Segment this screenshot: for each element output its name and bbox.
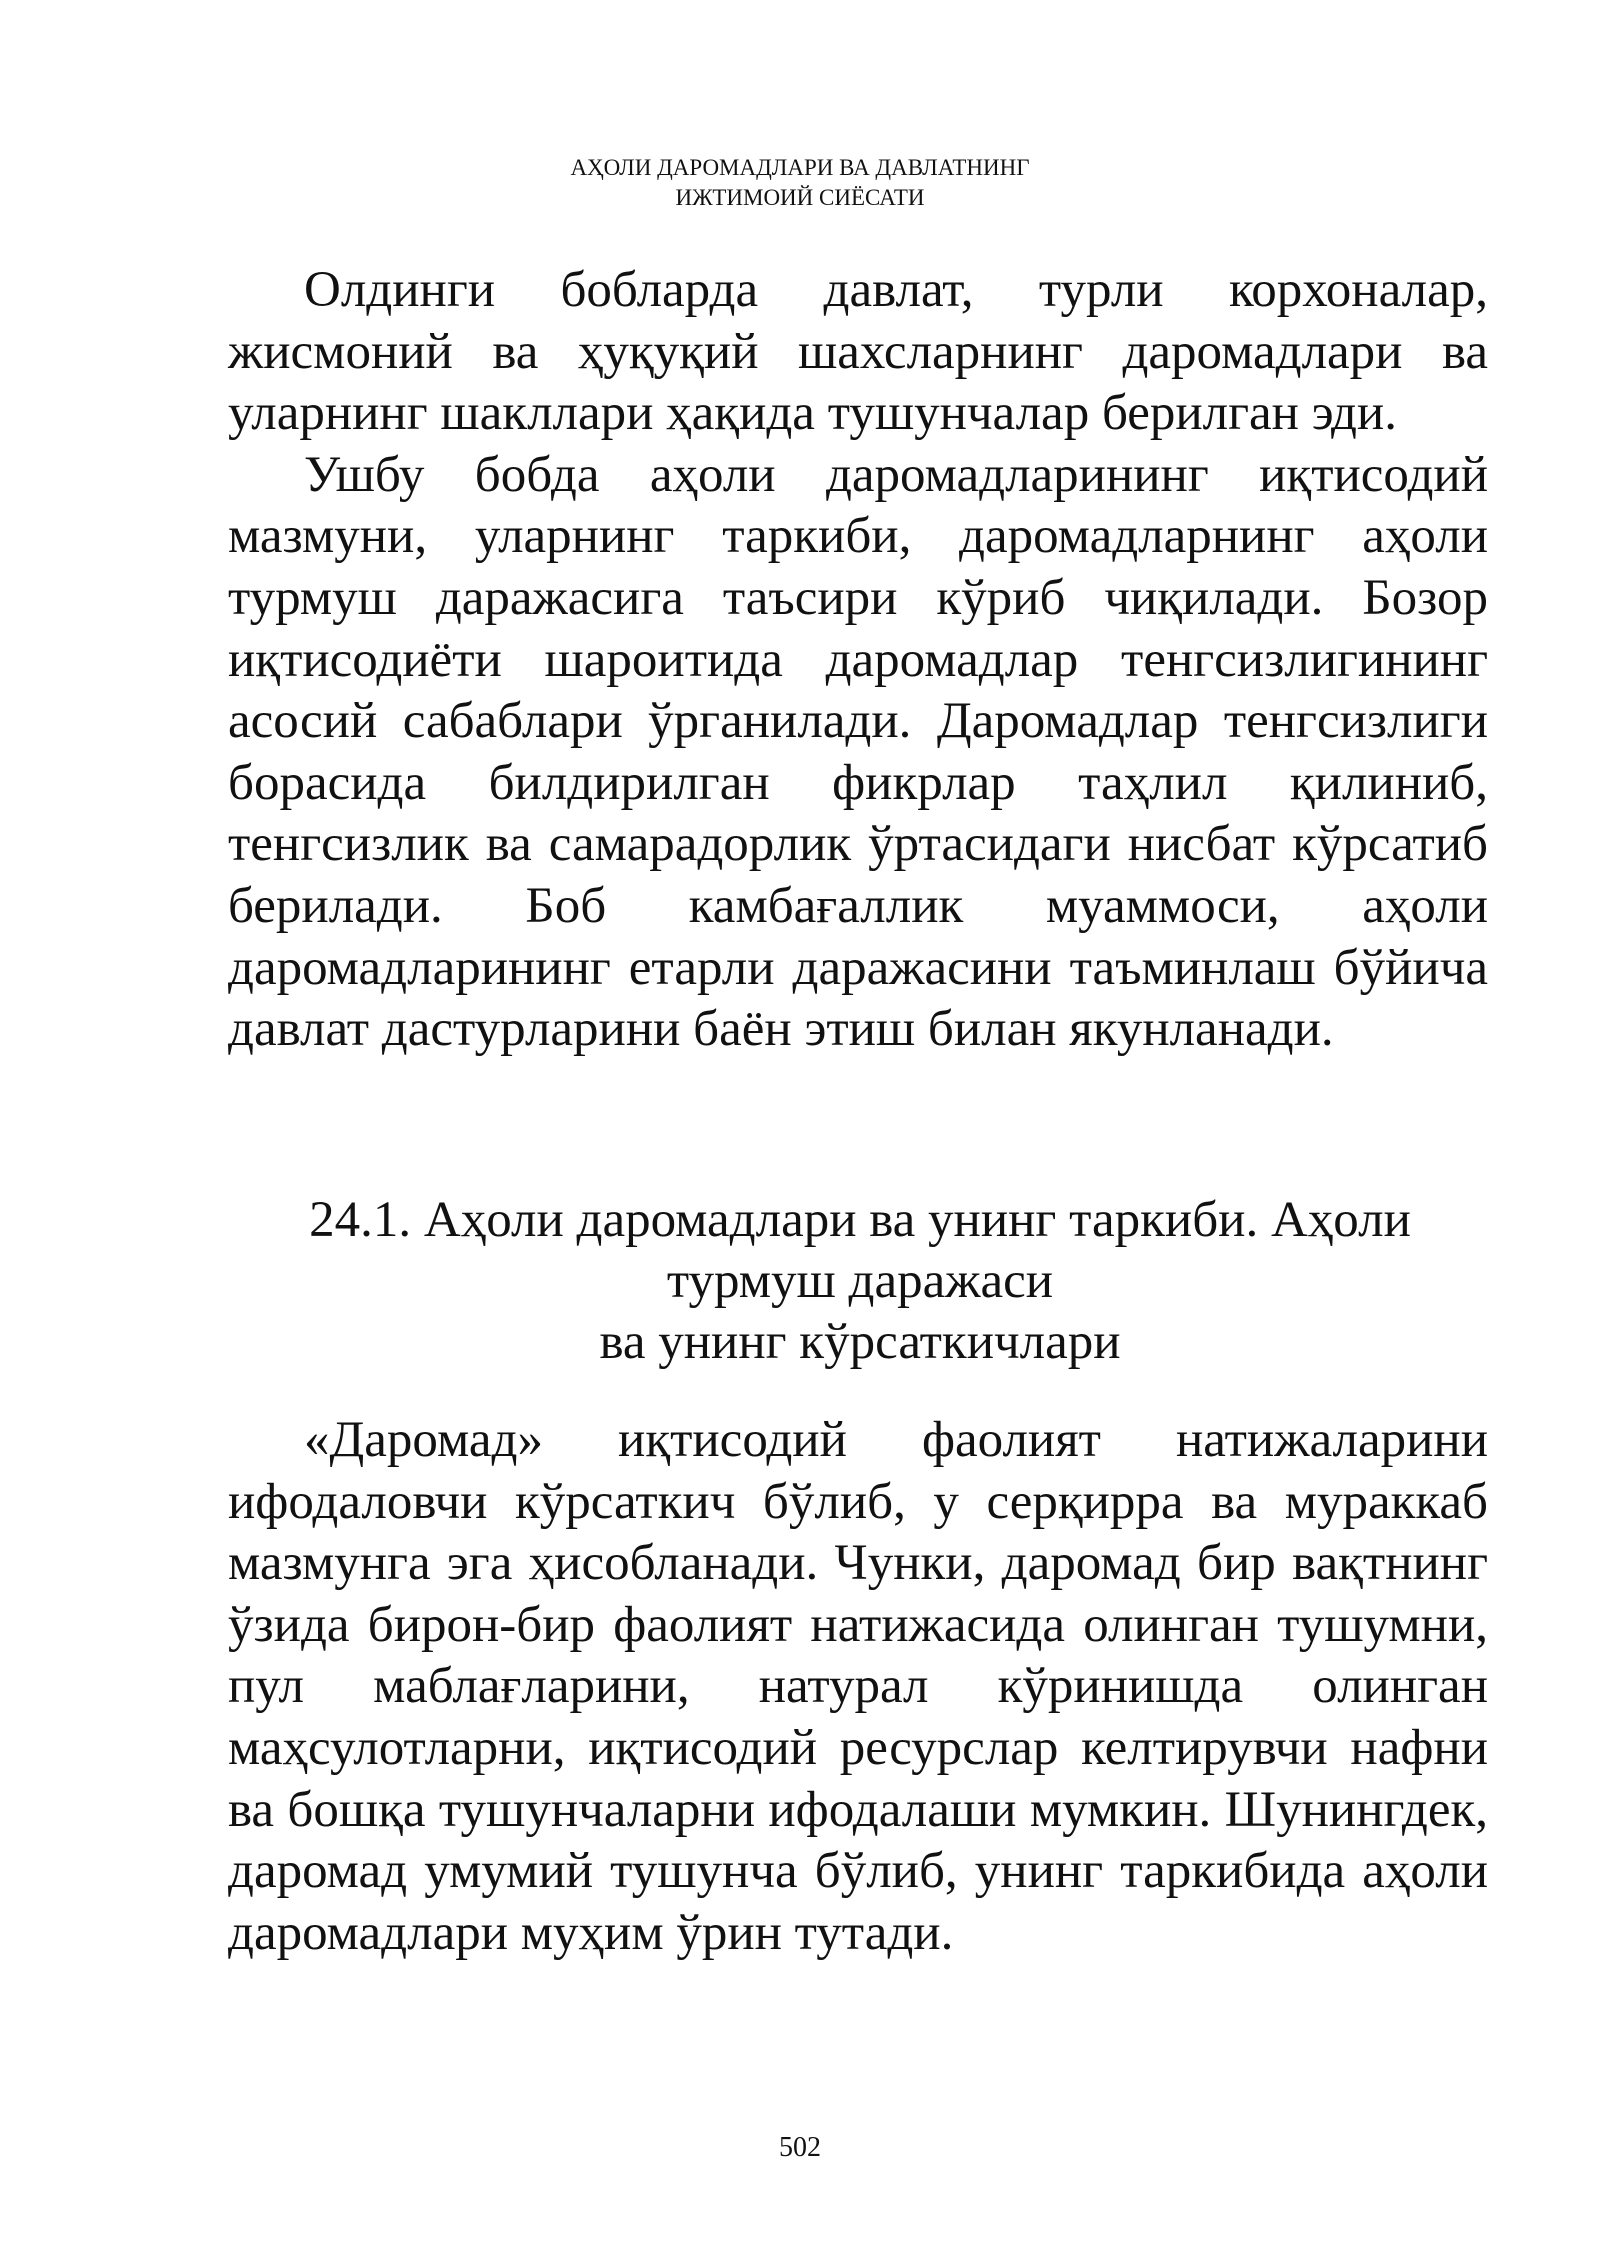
page-number: 502 [779,2132,821,2163]
chapter-intro [228,260,1488,1061]
section-body [228,1410,1488,1964]
intro-paragraph-1: Олдинги бобларда давлат, турли корхоналар, жисмоний ва ҳуқуқий шахсларнинг даромадлари ва уларнинг шакллари ҳақида тушунчалар берилган эди. [228,262,1488,442]
section-paragraph-1: «Даромад» иқтисодий фаолият натижаларини ифодаловчи кўрсаткич бўлиб, у серқирра ва мураккаб мазмунга эга ҳисобланади. Чунки, даромад бир вақтнинг ўзида бирон-бир фаолият натижасида олинган тушумни, пул маблағларини, натурал кўринишда олинган маҳсулотларни, иқтисодий ресурслар келтирувчи нафни ва бошқа тушунчаларни ифодалаши мумкин. Шунингдек, даромад умумий тушунча бўлиб, унинг таркибида аҳоли даромадлари муҳим ўрин тутади. [228,1412,1488,1961]
running-head-line-1: АҲОЛИ ДАРОМАДЛАРИ ВА ДАВЛАТНИНГ [570,155,1030,180]
section-heading [200,1190,1520,1373]
running-head-line-2: ИЖТИМОИЙ СИЁСАТИ [675,185,925,210]
section-heading-line-3: ва унинг кўрсаткичлари [599,1314,1121,1370]
section-heading-line-1: 24.1. Аҳоли даромадлари ва унинг таркиби. Аҳоли [309,1192,1411,1248]
running-head [0,153,1600,213]
section-heading-line-2: турмуш даражаси [666,1253,1054,1309]
intro-paragraph-2: Ушбу бобда аҳоли даромадларининг иқтисодий мазмуни, уларнинг таркиби, даромадларнинг аҳоли турмуш даражасига таъсири кўриб чиқилади. Бозор иқтисодиёти шароитида даромадлар тенгсизлигининг асосий сабаблари ўрганилади. Даромадлар тенгсизлиги борасида билдирилган фикрлар таҳлил қилиниб, тенгсизлик ва самарадорлик ўртасидаги нисбат кўрсатиб берилади. Боб камбағаллик муаммоси, аҳоли даромадларининг етарли даражасини таъминлаш бўйича давлат дастурларини баён этиш билан якунланади. [228,446,1488,1058]
